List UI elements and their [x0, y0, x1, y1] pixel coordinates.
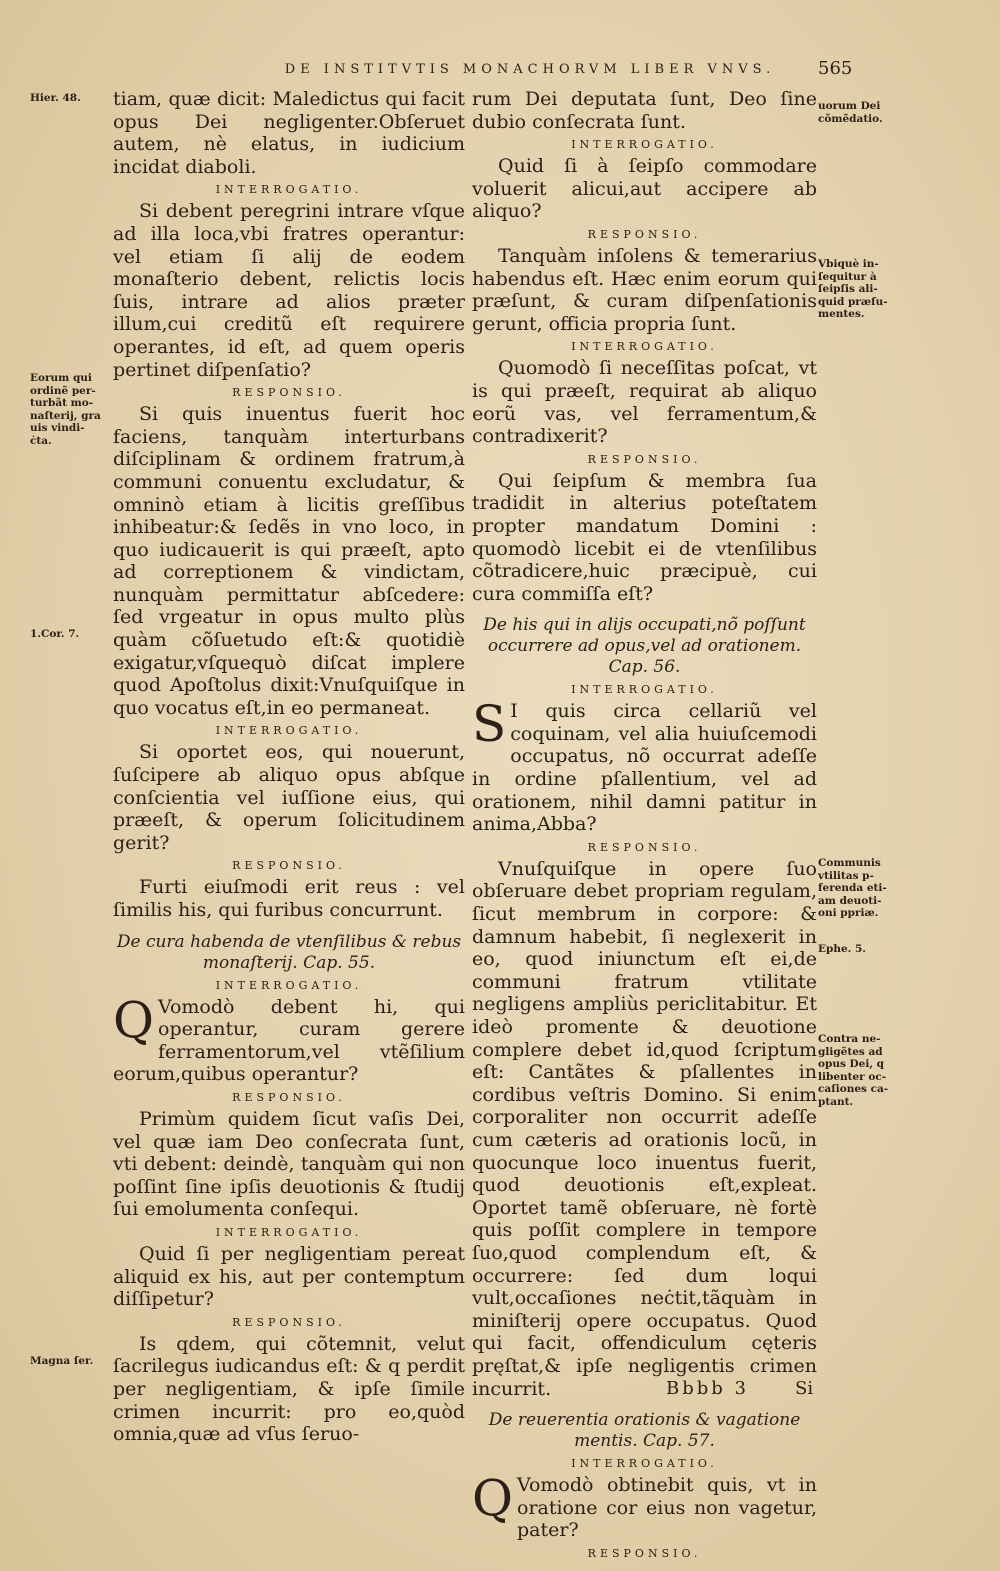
paragraph [113, 990, 465, 1086]
section-label: INTERROGATIO. [571, 1457, 718, 1471]
paragraph: Quomodò ſi neceſſitas poſcat, vt is qui præeſt, requirat ab aliquo eorũ vas, vel ferramentum,& contradixerit? [472, 357, 817, 448]
paragraph: Is qdem, qui cõtemnit, velut ſacrilegus iudicandus eſt: & q perdit per negligentiam, & ipſe ſimile crimen incurrit: pro eo,quòd omnia,quæ ad vſus ſeruo- [113, 1332, 465, 1446]
paragraph: Tanquàm inſolens & temerarius habendus eſt. Hæc enim eorum qui præſunt, & curam diſpenſationis gerunt, officia propria ſunt. [472, 244, 817, 335]
margin-note: Hier. 48. [30, 92, 81, 104]
section-label: INTERROGATIO. [215, 1225, 363, 1239]
section-label: RESPONSIO. [587, 227, 702, 241]
paragraph: Quid ſi per negligentiam pereat aliquid ex his, aut per contemptum diſſipetur? [113, 1242, 465, 1311]
page-number: 565 [818, 58, 853, 79]
paragraph [472, 1469, 817, 1542]
paragraph: Si debent peregrini intrare vſque ad illa loca,vbi fratres operantur: vel etiam ſi alij de eodem monaſterio debent, relictis locis ſuis, intrare ad alios præter illum,cui creditũ eſt requirere operantes, id eſt, ad quem operis pertinet diſpenſatio? [113, 200, 465, 381]
margin-note: uorum Dei cõmẽdatio. [818, 100, 883, 125]
margin-note: Contra ne- gligẽtes ad opus Dei, q libenter oc- caſiones ca- ptant. [818, 1033, 889, 1108]
running-title: DE INSTITVTIS MONACHORVM LIBER VNVS. [284, 62, 776, 77]
margin-note: Ephe. 5. [818, 943, 866, 955]
right-column [472, 88, 817, 1564]
chapter-heading: De reuerentia orationis & vagatione mentis. Cap. 57. [488, 1410, 801, 1452]
catchword: Si [795, 1378, 814, 1399]
chapter-heading: De cura habenda de vtenſilibus & rebus monaſterij. Cap. 55. [116, 931, 462, 973]
margin-note: Vbiquè in- ſequitur à ſeipſis ali- quid præſu- mentes. [818, 258, 888, 320]
paragraph-text: Vomodò debent hi, qui operantur, curam gerere ferramentorum,vel vtẽſilium eorum,quibus operantur? [113, 995, 465, 1086]
section-label: RESPONSIO. [232, 1090, 346, 1104]
paragraph-text: I quis circa cellariũ vel coquinam, vel alia huiuſcemodi occupatus, nõ occurrat adeſſe in ordine pſallentium, vel ad orationem, nihil damni patitur in anima,Abba? [472, 700, 817, 836]
paragraph: Qui ſeipſum & membra ſua tradidit in alterius poteſtatem propter mandatum Domini : quomodò licebit ei de vtenſilibus cõtradicere,huic præcipuè, cui cura commiſſa eſt? [472, 469, 817, 605]
section-label: INTERROGATIO. [571, 138, 718, 152]
signature-mark: Bbbb 3 [666, 1378, 749, 1399]
section-label: RESPONSIO. [232, 859, 346, 873]
chapter-heading: De his qui in alijs occupati,nõ poſſunt occurrere ad opus,vel ad orationem. Cap. 56. [483, 615, 806, 678]
section-label: INTERROGATIO. [571, 683, 718, 697]
section-label: INTERROGATIO. [215, 724, 363, 738]
section-label: RESPONSIO. [232, 1315, 346, 1329]
paragraph: rum Dei deputata ſunt, Deo ſine dubio conſecrata ſunt. [472, 88, 817, 133]
margin-note: Communis vtilitas p- ferenda eti- am deuoti- oni ppriæ. [818, 857, 887, 919]
paragraph: Furti eiuſmodi erit reus : vel ſimilis his, qui furibus concurrunt. [113, 876, 465, 921]
paragraph: Primùm quidem ſicut vaſis Dei, vel quæ iam Deo conſecrata ſunt, vti debent: deindè, tanquàm qui non poſſint ſine ipſis deuotionis & ſtudij ſui emolumenta conſequi. [113, 1107, 465, 1221]
margin-note: Eorum qui ordinẽ per- turbãt mo- naſterij, gra uis vindi- ċta. [30, 372, 101, 447]
section-label: RESPONSIO. [232, 386, 346, 400]
paragraph [472, 695, 817, 836]
paragraph: tiam, quæ dicit: Maledictus qui facit opus Dei negligenter.Obſeruet autem, nè elatus, in iudicium incidat diaboli. [113, 88, 465, 178]
left-column [113, 88, 465, 1446]
section-label: RESPONSIO. [587, 1546, 702, 1560]
paragraph: Quid ſi à ſeipſo commodare voluerit alicui,aut accipere ab aliquo? [472, 155, 817, 223]
drop-cap: S [472, 695, 507, 754]
paragraph: Si oportet eos, qui nouerunt, ſuſcipere ab aliquo opus abſque conſcientia vel iuſſione eius, qui præeſt, & operum ſolicitudinem gerit? [113, 741, 465, 854]
section-label: INTERROGATIO. [215, 978, 363, 992]
paragraph-text: Vomodò obtinebit quis, vt in oratione cor eius non vagetur, pater? [517, 1474, 817, 1542]
paragraph: Vnuſquiſque in opere ſuo obſeruare debet propriam regulam, ſicut membrum in corpore: & damnum habebit, ſi neglexerit in eo, quod iniunctum eſt ei,de communi fratrum vtilitate negligens ampliùs periclitabitur. Et ideò promente & deuotione complere debet id,quod ſcriptum eſt: Cantãtes & pſallentes in cordibus veſtris Domino. Si enim corporaliter non occurrit adeſſe cum cæteris ad orationis locũ, in quocunque loco inuentus fuerit, quod deuotionis eſt,expleat. Oportet tamẽ obſeruare, nè fortè quis poſſit complere in tempore ſuo,quod complendum eſt, & occurrere: ſed dum loqui vult,occaſiones neċtit,tãquàm in miniſterij opere occupatus. Quod qui facit, offendiculum cęteris pręſtat,& ipſe negligentis crimen incurrit. [472, 857, 817, 1400]
paragraph: Si quis inuentus fuerit hoc faciens, tanquàm interturbans diſciplinam & ordinem fratrum,à communi conuentu excludatur, & omninò etiam à licitis greſſibus inhibeatur:& ſedẽs in vno loco, in quo iudicauerit is qui præeſt, apto ad correptionem & vindictam, nunquàm permittatur abſcedere: ſed vrgeatur in opus multo plùs quàm cõſuetudo eſt:& quotidiè exigatur,vſquequò diſcat implere quod Apoſtolus dixit:Vnuſquiſque in quo vocatus eſt,in eo permaneat. [113, 403, 465, 719]
drop-cap: Q [113, 990, 154, 1049]
drop-cap: Q [472, 1469, 513, 1528]
section-label: RESPONSIO. [587, 452, 702, 466]
section-label: INTERROGATIO. [571, 340, 718, 354]
section-label: INTERROGATIO. [215, 183, 363, 197]
margin-note: 1.Cor. 7. [30, 628, 80, 640]
section-label: RESPONSIO. [587, 840, 702, 854]
margin-note: Magna ſer. [30, 1355, 94, 1367]
